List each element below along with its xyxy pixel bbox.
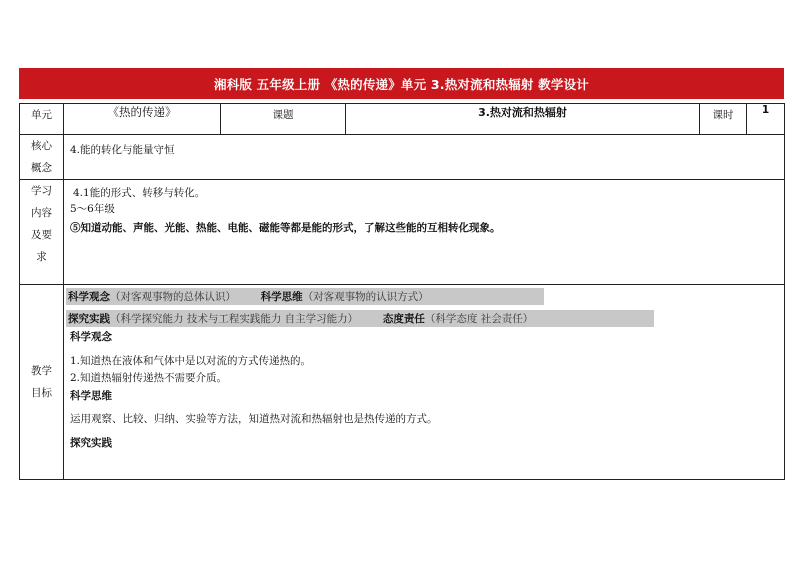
- goals-category-bar-1: 科学观念（对客观事物的总体认识） 科学思维（对客观事物的认识方式）: [66, 288, 544, 305]
- goals-content: [64, 285, 785, 480]
- unit-label: 单元: [20, 104, 64, 135]
- lesson-plan-table: [19, 103, 785, 480]
- learning-content: [64, 180, 785, 285]
- goals-item-2: 2.知道热辐射传递热不需要介质。: [70, 372, 228, 384]
- topic-label: 课题: [221, 104, 346, 135]
- learning-line-1: 4.1能的形式、转移与转化。: [73, 187, 206, 199]
- document-title: 湘科版 五年级上册 《热的传递》单元 3.热对流和热辐射 教学设计: [19, 68, 784, 99]
- core-concept-row: [20, 135, 785, 180]
- period-label: 课时: [700, 104, 747, 135]
- goals-section-2-title: 科学思维: [70, 389, 112, 402]
- teaching-goals-row: [20, 285, 785, 480]
- core-concept-text: 4.能的转化与能量守恒: [64, 135, 785, 180]
- goals-section-2-text: 运用观察、比较、归纳、实验等方法，知道热对流和热辐射也是热传递的方式。: [70, 413, 438, 425]
- goals-section-3-title: 探究实践: [70, 436, 112, 449]
- goals-item-1: 1.知道热在液体和气体中是以对流的方式传递热的。: [70, 354, 312, 367]
- learning-line-2: 5～6年级: [70, 203, 115, 215]
- info-row: [20, 104, 785, 135]
- goals-label: 教学 目标: [20, 285, 64, 480]
- learning-label: 学习 内容 及要 求: [20, 180, 64, 285]
- goals-category-bar-2: 探究实践（科学探究能力 技术与工程实践能力 自主学习能力） 态度责任（科学态度 社会责任）: [66, 310, 654, 327]
- topic-value: 3.热对流和热辐射: [346, 104, 700, 135]
- goals-section-1-title: 科学观念: [70, 331, 112, 343]
- period-value: 1: [747, 104, 785, 135]
- unit-value: 《热的传递》: [64, 104, 221, 135]
- learning-content-row: [20, 180, 785, 285]
- learning-line-3: ⑤知道动能、声能、光能、热能、电能、磁能等都是能的形式，了解这些能的互相转化现象。: [70, 222, 501, 234]
- core-concept-label: 核心 概念: [20, 135, 64, 180]
